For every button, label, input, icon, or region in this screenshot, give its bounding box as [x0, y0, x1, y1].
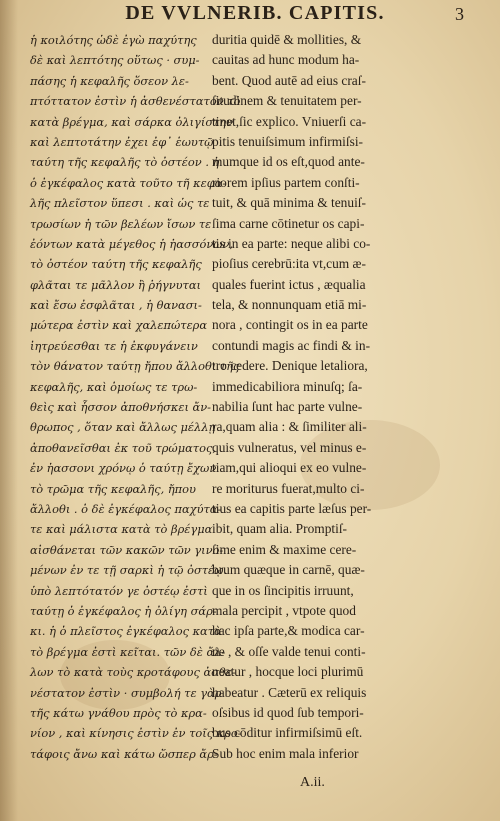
- latin-text-line: Sub hoc enim mala inferior: [212, 745, 359, 761]
- greek-text-line: ἀποθανεῖσθαι ἐκ τοῦ τρώματος,: [30, 440, 216, 455]
- greek-text-line: τῆς κάτω γνάθου πρὸς τὸ κρα-: [30, 705, 207, 720]
- greek-text-line: νίον , καὶ κίνησις ἐστὶν ἐν τοῖς κρο-: [30, 726, 242, 741]
- latin-text-line: tius ea capitis parte læſus per-: [212, 500, 372, 516]
- greek-text-line: κατὰ βρέγμα, καὶ σάρκα ὀλιγίστην: [30, 114, 234, 129]
- greek-text-line: πτόττατον ἐστὶν ἡ ἀσθενέστατον τὸ: [30, 94, 241, 109]
- latin-text-line: nora , contingit os in ea parte: [212, 317, 368, 333]
- latin-text-line: ſima carne cōtinetur os capi-: [212, 215, 365, 231]
- latin-text-line: que in os ſincipitis irruunt,: [212, 582, 354, 598]
- greek-text-line: ἐόντων κατὰ μέγεθος ἡ ἡασσόνων,: [30, 236, 234, 251]
- signature-mark: A.ii.: [300, 775, 325, 790]
- greek-text-line: κεφαλῆς, καὶ ὁμοίως τε τρω-: [30, 379, 198, 394]
- latin-text-line: quales fuerint ictus , æqualia: [212, 276, 366, 292]
- latin-text-line: bent. Quod autē ad eius craſ-: [212, 72, 366, 88]
- greek-text-line: τε καὶ μάλιστα κατὰ τὸ βρέγμα: [30, 522, 213, 537]
- greek-text-line: τρωσίων ἡ τῶν βελέων ἴσων τε: [30, 216, 212, 231]
- greek-text-line: ἄλλοθι . ὁ δὲ ἐγκέφαλος παχύτα-: [30, 501, 222, 516]
- latin-text-line: oſsibus id quod ſub tempori-: [212, 704, 364, 720]
- greek-text-line: τὸν θάνατον ταύτῃ ἤπου ἄλλοθι τῆς: [30, 359, 240, 374]
- greek-text-line: θεὶς καὶ ἧσσον ἀποθνήσκει ἄν-: [30, 400, 212, 415]
- greek-text-line: μώτερα ἐστὶν καὶ χαλεπώτερα: [30, 318, 208, 333]
- greek-text-line: καὶ ἔσω ἐσφλᾶται , ἡ θανασι-: [30, 298, 202, 313]
- latin-text-line: duritia quidē & mollities, &: [212, 32, 362, 47]
- latin-text-line: tiam,qui alioqui ex eo vulne-: [212, 460, 367, 476]
- greek-text-line: τὸ ὀστέον ταύτη τῆς κεφαλῆς: [30, 257, 202, 272]
- greek-text-line: ταύτη τῆς κεφαλῆς τὸ ὀστέον . ἡ: [30, 155, 220, 170]
- greek-text-line: ἰητρεύεσθαι τε ἡ ἐκφυγάνειν: [30, 338, 198, 353]
- latin-text-line: mala percipit , vtpote quod: [212, 602, 356, 618]
- latin-text-line: hac ipſa parte,& modica car-: [212, 623, 365, 639]
- latin-text-line: brum quæque in carnē, quæ-: [212, 562, 365, 578]
- greek-text-line: φλᾶται τε μᾶλλον ἢ ῥήγνυται: [30, 277, 202, 292]
- latin-text-line: cauitas ad hunc modum ha-: [212, 52, 360, 68]
- greek-text-line: μένων ἐν τε τῇ σαρκὶ ἡ τῷ ὀστέῳ.: [30, 563, 228, 578]
- greek-text-line: καὶ λεπτοτάτην ἐχει ἐφ᾽ ἑωυτῷ: [30, 134, 214, 149]
- latin-text-line: ſime enim & maxime cere-: [212, 541, 357, 557]
- latin-text-line: pitis tenuiſsimum infirmiſsi-: [212, 133, 364, 149]
- greek-text-line: θρωπος , ὅταν καὶ ἄλλως μέλλῃ: [30, 420, 216, 435]
- latin-text-line: pioſius cerebrū:ita vt,cum æ-: [212, 256, 366, 272]
- latin-text-line: riorem ipſius partem conſti-: [212, 174, 360, 190]
- latin-text-line: tro cedere. Denique letaliora,: [212, 358, 368, 374]
- latin-text-line: tinet,ſic explico. Vniuerſi ca-: [212, 113, 367, 129]
- latin-text-line: neatur , hocque loci plurimū: [212, 664, 364, 680]
- latin-text-line: ibit, quam alia. Promptiſ-: [212, 521, 348, 537]
- latin-text-line: nabilia ſunt hac parte vulne-: [212, 399, 363, 415]
- page-number: 3: [455, 4, 464, 24]
- greek-text-line: δὲ καὶ λεπτότης οὕτως · συμ-: [30, 53, 200, 68]
- greek-text-line: ὁ ἐγκέφαλος κατὰ τοῦτο τῆ κεφα-: [30, 175, 227, 190]
- greek-text-line: κι. ἡ ὁ πλεῖστος ἐγκέφαλος κατὰ: [30, 624, 222, 639]
- latin-text-line: tis in ea parte: neque alibi co-: [212, 235, 371, 251]
- greek-text-line: πάσης ἡ κεφαλῆς ὅσεον λε-: [30, 73, 189, 88]
- latin-text-column: [212, 30, 440, 764]
- greek-text-line: ἐν ἡασσονι χρόνῳ ὁ ταύτῃ ἔχων: [30, 461, 217, 476]
- greek-text-column: [30, 30, 242, 764]
- greek-text-line: λῆς πλεῖστον ὕπεσι . καὶ ὡς τε: [30, 196, 210, 211]
- latin-text-line: quis vulneratus, vel minus e-: [212, 439, 367, 455]
- greek-text-line: ταύτῃ ὁ ἐγκέφαλος ἡ ὀλίγη σάρ-: [30, 603, 217, 618]
- latin-text-line: ne , & oſſe valde tenui conti-: [212, 643, 366, 659]
- latin-text-line: tela, & nonnunquam etiā mi-: [212, 297, 367, 313]
- latin-text-line: ſitudinem & tenuitatem per-: [212, 93, 362, 109]
- greek-text-line: νέστατον ἐστὶν · συμβολή τε γὰρ: [30, 685, 222, 700]
- latin-text-line: mumque id os eſt,quod ante-: [212, 154, 365, 170]
- latin-text-line: immedicabiliora minuſq; ſa-: [212, 378, 363, 394]
- greek-text-line: ἡ κοιλότης ὡδὲ ἐγὼ παχύτης: [30, 33, 197, 47]
- latin-text-line: tuit, & quā minima & tenuiſ-: [212, 195, 366, 211]
- latin-text-line: habeatur . Cæterū ex reliquis: [212, 684, 367, 700]
- greek-text-line: τὸ βρέγμα ἐστὶ κεῖται. τῶν δὲ ἄλ-: [30, 644, 226, 659]
- greek-text-line: τὸ τρῶμα τῆς κεφαλῆς, ἤπου: [30, 481, 196, 496]
- greek-text-line: λων τὸ κατὰ τοὺς κροτάφους ἀσθε-: [30, 665, 236, 680]
- running-title: DE VVLNERIB. CAPITIS.: [125, 2, 385, 24]
- latin-text-line: re moriturus fuerat,multo ci-: [212, 480, 365, 496]
- latin-text-line: bus cōditur infirmiſsimū eſt.: [212, 725, 363, 741]
- greek-text-line: τάφοις ἄνω καὶ κάτω ὥσπερ ἄρ-: [30, 746, 218, 761]
- latin-text-line: contundi magis ac findi & in-: [212, 337, 371, 353]
- greek-text-line: ὑπὸ λεπτότατόν γε ὀστέῳ ἐστὶ: [30, 583, 208, 598]
- greek-text-line: αἰσθάνεται τῶν κακῶν τῶν γινο-: [30, 542, 224, 557]
- latin-text-line: ra,quam alia : & ſimiliter ali-: [212, 419, 367, 435]
